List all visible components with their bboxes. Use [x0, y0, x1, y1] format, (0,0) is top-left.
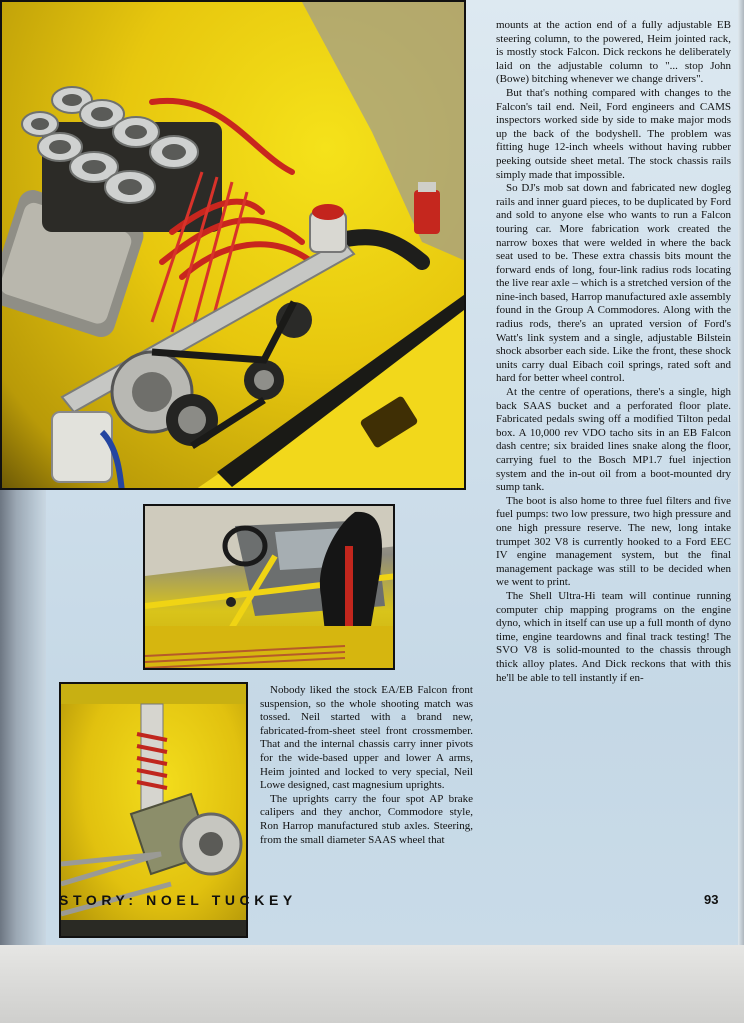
paragraph: Nobody liked the stock EA/EB Falcon front suspension, so the whole shooting match was tossed. Neil started with a brand new, fabricated-from-sheet steel front crossmember. That and the internal chassis carry inner pivots for the wide-based upper and lower A arms, Heim jointed and locked to very special, Neil Lowe designed, cast magnesium uprights. — [260, 684, 473, 792]
cockpit-illustration — [145, 506, 395, 670]
paragraph: The boot is also home to three fuel filters and five fuel pumps: two low pressure, two high pressure and one high pressure reserve. The new, long intake trumpet 302 V8 is currently hooked to a Ford EEC IV engine management system, but the final management package was still to be decided when we went to print. — [496, 494, 731, 589]
article-middle-column — [260, 684, 473, 847]
paragraph: The uprights carry the four spot AP brake calipers and they anchor, Commodore style, Ron Harrop manufactured stub axles. Steering, from the small diameter SAAS wheel that — [260, 792, 473, 846]
engine-bay-illustration — [2, 2, 466, 490]
cockpit-photo — [143, 504, 395, 670]
paragraph: But that's nothing compared with changes to the Falcon's tail end. Neil, Ford engineers and CAMS inspectors worked side by side to make major mods up the back of the bodyshell. The problem was fitting huge 12-inch wheels without having rubber peeking outside sheet metal. The stock chassis rails simply made that impossible. — [496, 86, 731, 181]
engine-bay-photo — [0, 0, 466, 490]
paragraph: At the centre of operations, there's a single, high back SAAS bucket and a perforated floor plate. Fabricated pedals swing off a modified Tilton pedal box. A 10,000 rev VDO tacho sits in an EB Falcon dash centre; six braided lines snake along the floor, carrying fuel to the Bosch MP1.7 fuel injection system and the in-out oil from a boot-mounted dry sump tank. — [496, 386, 731, 494]
page-number: 93 — [704, 892, 719, 907]
story-credit: STORY: NOEL TUCKEY — [59, 892, 297, 908]
page-edge — [738, 0, 744, 945]
scan-bottom-margin — [0, 945, 744, 1023]
paragraph: So DJ's mob sat down and fabricated new dogleg rails and inner guard pieces, to be duplicated by Ford and sold to anyone else who wants to run a Falcon touring car. More fabrication work created the narrow boxes that were welded in where the back seat used to be. These extra chassis bits mount the forward ends of long, four-link radius rods locating the live rear axle – which is a stretched version of the nine-inch based, Harrop manufactured axle assembly found in the Group A Commodores. Along with the radius rods, there's an uprated version of Ford's Watt's link system and a single, adjustable Bilstein shock absorber each side. Like the front, these shock units carry dual Eibach coil springs, rated soft and hard for better wheel control. — [496, 182, 731, 385]
paragraph: mounts at the action end of a fully adjustable EB steering column, to the powered, Heim jointed rack, is mostly stock Falcon. Dick reckons he deliberately laid on the adjustable column to "... stop John (Bowe) bitching whenever we change drivers". — [496, 19, 731, 86]
article-right-column — [496, 19, 731, 685]
paragraph: The Shell Ultra-Hi team will continue running computer chip mapping programs on the engine dyno, which in itself can use up a full month of dyno time, engine teardowns and final track testing! The SVO V8 is solid-mounted to the chassis through thick alloy plates. And Dick reckons that with this he'll be able to tell instantly if en- — [496, 589, 731, 684]
